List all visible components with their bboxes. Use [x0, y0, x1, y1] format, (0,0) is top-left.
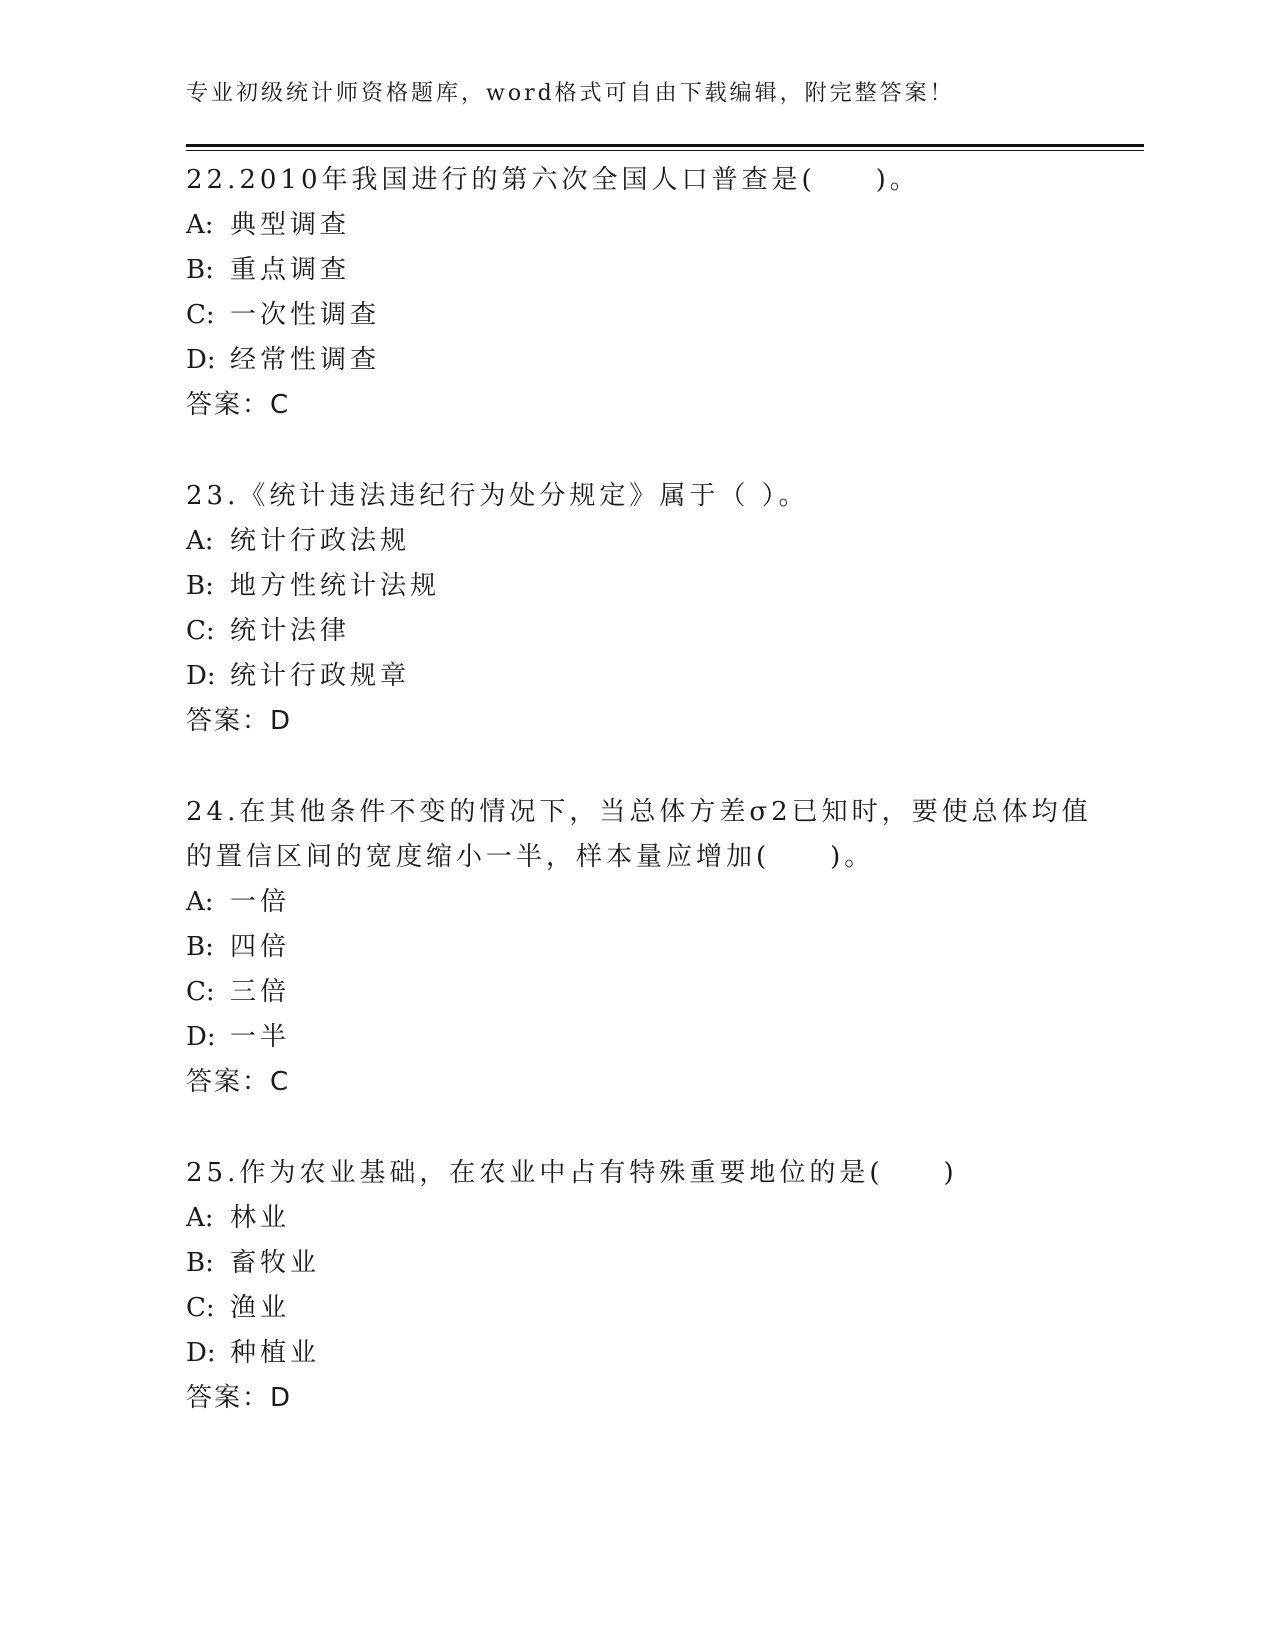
option-text: 典型调查 — [230, 210, 351, 240]
question-23 — [186, 474, 1106, 744]
option-a — [186, 203, 1106, 248]
header-rule-thick — [186, 144, 1144, 147]
option-key: A: — [186, 1203, 214, 1233]
answer-line: 答案：D — [186, 706, 293, 736]
answer-line: 答案：D — [186, 1383, 293, 1413]
option-c — [186, 970, 1106, 1015]
answer-line: 答案：C — [186, 1067, 291, 1097]
question-stem: 25.作为农业基础，在农业中占有特殊重要地位的是( ) — [186, 1158, 958, 1188]
option-key: B: — [186, 255, 214, 285]
option-d — [186, 1015, 1106, 1060]
option-text: 畜牧业 — [230, 1248, 321, 1278]
question-stem: 22.2010年我国进行的第六次全国人口普查是( )。 — [186, 165, 920, 195]
option-key: C: — [186, 1293, 215, 1323]
option-c — [186, 609, 1106, 654]
option-text: 统计行政法规 — [230, 526, 411, 556]
option-a — [186, 519, 1106, 564]
option-key: C: — [186, 977, 215, 1007]
option-text: 重点调查 — [230, 255, 351, 285]
option-text: 四倍 — [230, 932, 291, 962]
question-22 — [186, 158, 1106, 428]
page-header: 专业初级统计师资格题库，word格式可自由下载编辑，附完整答案！ — [186, 81, 955, 106]
option-text: 统计行政规章 — [230, 661, 411, 691]
option-a — [186, 1196, 1106, 1241]
option-key: A: — [186, 887, 214, 917]
option-text: 渔业 — [230, 1293, 291, 1323]
question-list — [186, 158, 1106, 1467]
option-text: 一次性调查 — [230, 300, 381, 330]
question-25 — [186, 1151, 1106, 1421]
option-key: D: — [186, 661, 216, 691]
question-24 — [186, 790, 1106, 1105]
option-key: D: — [186, 345, 216, 375]
option-key: B: — [186, 932, 214, 962]
option-d — [186, 338, 1106, 383]
option-text: 三倍 — [230, 977, 291, 1007]
option-text: 一倍 — [230, 887, 291, 917]
option-text: 地方性统计法规 — [230, 571, 441, 601]
option-a — [186, 880, 1106, 925]
option-text: 林业 — [230, 1203, 291, 1233]
option-d — [186, 1331, 1106, 1376]
option-key: D: — [186, 1338, 216, 1368]
option-d — [186, 654, 1106, 699]
option-text: 统计法律 — [230, 616, 351, 646]
header-rule-thin — [186, 150, 1144, 151]
question-stem: 24.在其他条件不变的情况下，当总体方差σ2已知时，要使总体均值的置信区间的宽度缩小一半，样本量应增加( )。 — [186, 797, 1092, 872]
option-key: A: — [186, 526, 214, 556]
option-key: C: — [186, 300, 215, 330]
option-b — [186, 248, 1106, 293]
option-key: D: — [186, 1022, 216, 1052]
option-text: 种植业 — [230, 1338, 321, 1368]
option-key: B: — [186, 571, 214, 601]
option-text: 经常性调查 — [230, 345, 381, 375]
option-key: A: — [186, 210, 214, 240]
option-key: C: — [186, 616, 215, 646]
option-text: 一半 — [230, 1022, 291, 1052]
option-key: B: — [186, 1248, 214, 1278]
option-b — [186, 564, 1106, 609]
question-stem: 23.《统计违法违纪行为处分规定》属于（ ）。 — [186, 481, 809, 511]
option-c — [186, 1286, 1106, 1331]
answer-line: 答案：C — [186, 390, 291, 420]
option-c — [186, 293, 1106, 338]
option-b — [186, 1241, 1106, 1286]
option-b — [186, 925, 1106, 970]
